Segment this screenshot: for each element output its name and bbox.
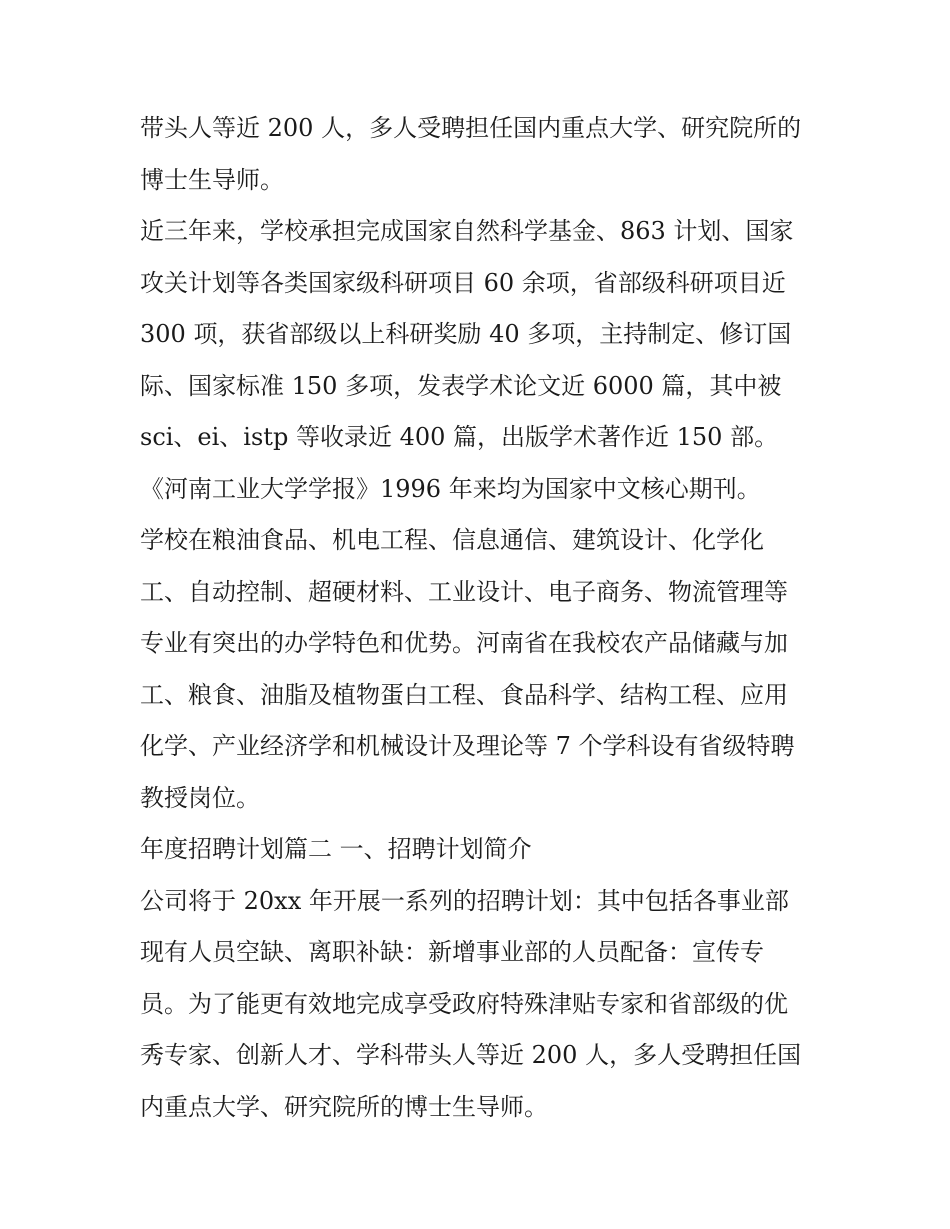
text-line: 300 项，获省部级以上科研奖励 40 多项，主持制定、修订国 <box>140 320 792 348</box>
text-line: 近三年来，学校承担完成国家自然科学基金、863 计划、国家 <box>140 217 794 245</box>
document-body <box>140 103 820 1133</box>
text-line: 现有人员空缺、离职补缺：新增事业部的人员配备：宣传专 <box>140 938 764 966</box>
text-line: 秀专家、创新人才、学科带头人等近 200 人，多人受聘担任国 <box>140 1041 802 1069</box>
text-line: 工、粮食、油脂及植物蛋白工程、食品科学、结构工程、应用 <box>140 680 788 709</box>
section-heading: 年度招聘计划篇二 一、招聘计划简介 <box>140 835 532 863</box>
text-line: 公司将于 20xx 年开展一系列的招聘计划：其中包括各事业部 <box>140 886 789 915</box>
text-line: 教授岗位。 <box>140 783 260 812</box>
text-line: 化学、产业经济学和机械设计及理论等 7 个学科设有省级特聘 <box>140 732 795 760</box>
text-line: 学校在粮油食品、机电工程、信息通信、建筑设计、化学化 <box>140 526 764 554</box>
text-line: 博士生导师。 <box>140 165 284 194</box>
text-line: 攻关计划等各类国家级科研项目 60 余项，省部级科研项目近 <box>140 268 786 297</box>
text-line: 内重点大学、研究院所的博士生导师。 <box>140 1092 548 1121</box>
text-line: 专业有突出的办学特色和优势。河南省在我校农产品储藏与加 <box>140 629 788 657</box>
text-line: 工、自动控制、超硬材料、工业设计、电子商务、物流管理等 <box>140 577 788 606</box>
text-line: 带头人等近 200 人，多人受聘担任国内重点大学、研究院所的 <box>140 114 802 142</box>
text-line: sci、ei、istp 等收录近 400 篇，出版学术著作近 150 部。 <box>140 423 779 451</box>
text-line: 际、国家标准 150 多项，发表学术论文近 6000 篇，其中被 <box>140 371 782 400</box>
text-line: 员。为了能更有效地完成享受政府特殊津贴专家和省部级的优 <box>140 989 788 1018</box>
text-line: 《河南工业大学学报》1996 年来均为国家中文核心期刊。 <box>140 474 761 503</box>
